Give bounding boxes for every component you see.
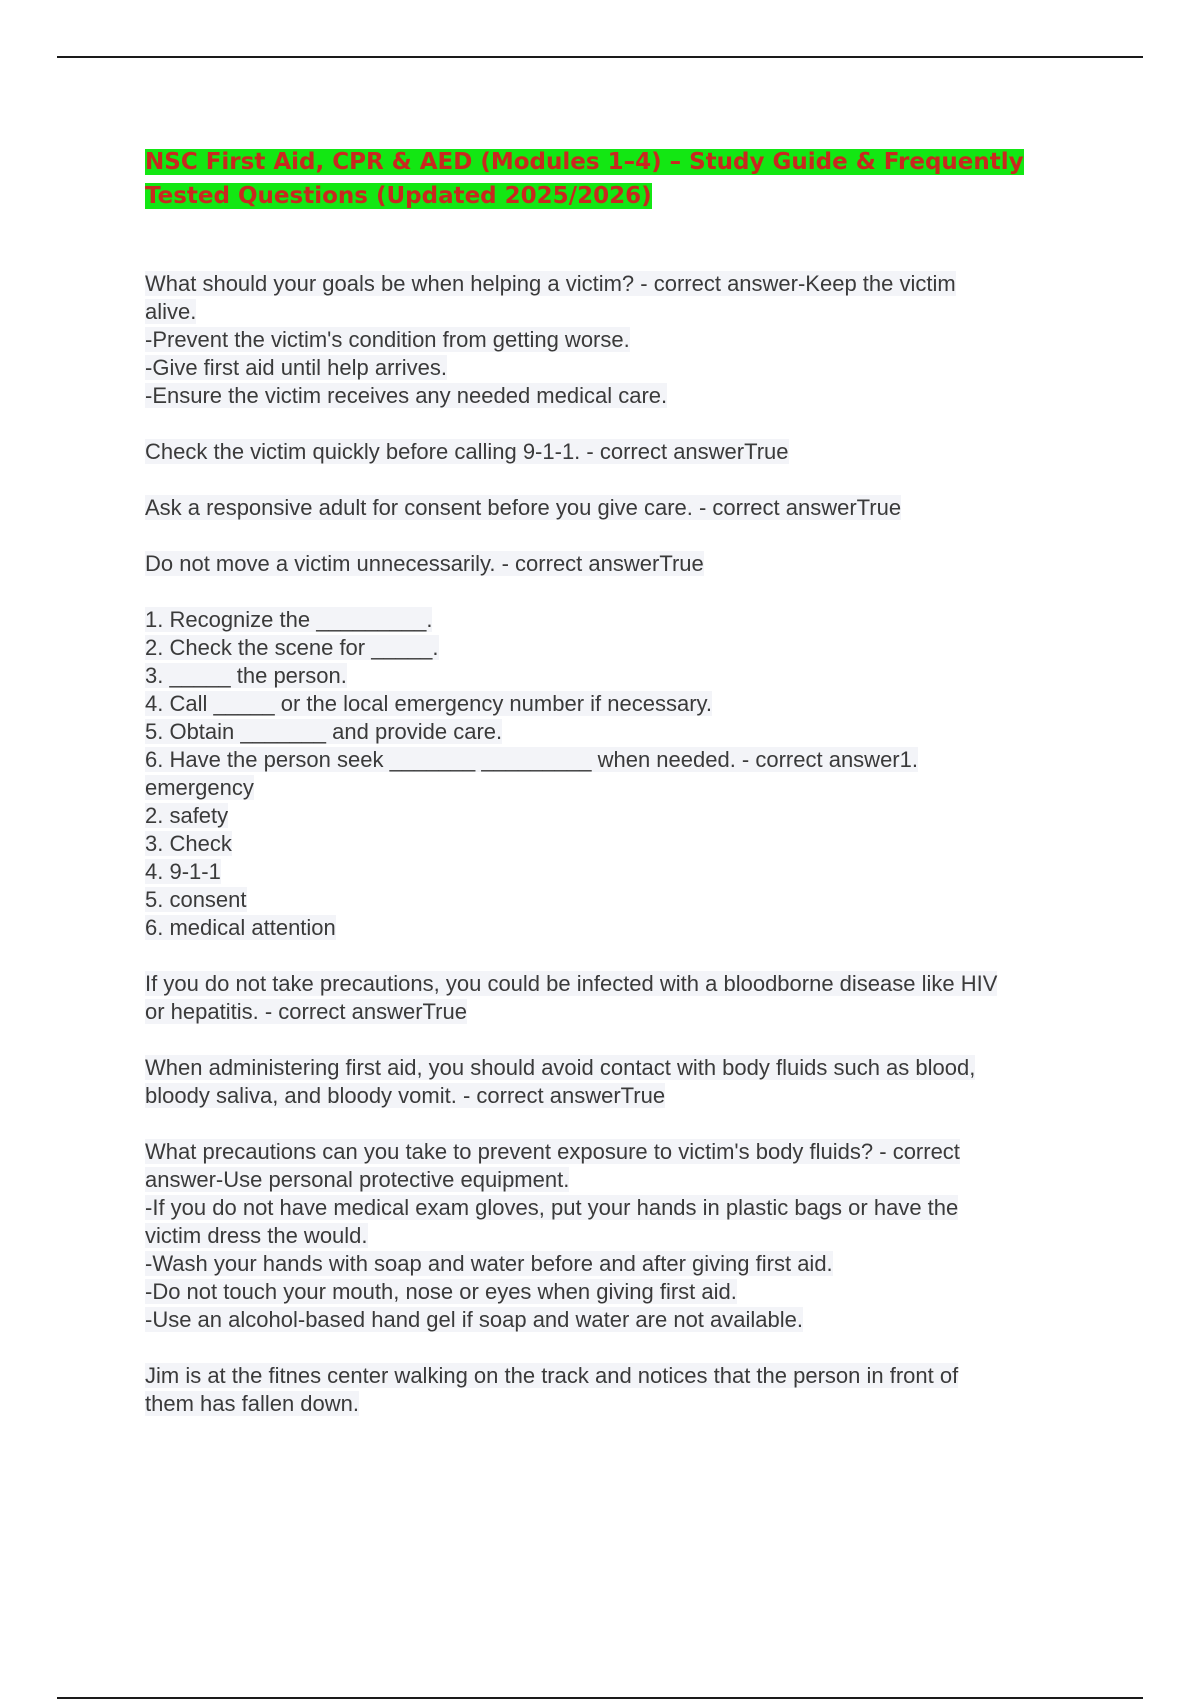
text-line: [145, 382, 1095, 410]
text-line: [145, 1166, 1095, 1194]
line-text: Do not move a victim unnecessarily. - correct answerTrue: [145, 551, 704, 576]
text-line: [145, 1250, 1095, 1278]
line-text: What precautions can you take to prevent exposure to victim's body fluids? - correct: [145, 1139, 960, 1164]
text-line: [145, 1138, 1095, 1166]
line-text: emergency: [145, 775, 254, 800]
line-text: 5. consent: [145, 887, 247, 912]
line-text: 5. Obtain _______ and provide care.: [145, 719, 503, 744]
line-text: When administering first aid, you should avoid contact with body fluids such as blood,: [145, 1055, 976, 1080]
qa-block: [145, 550, 1095, 578]
qa-block: [145, 970, 1095, 1026]
line-text: -Do not touch your mouth, nose or eyes when giving first aid.: [145, 1279, 737, 1304]
text-line: [145, 662, 1095, 690]
line-text: 6. Have the person seek _______ _________ when needed. - correct answer1.: [145, 747, 918, 772]
text-line: [145, 1222, 1095, 1250]
qa-block: [145, 1362, 1095, 1418]
line-text: 2. safety: [145, 803, 229, 828]
line-text: 1. Recognize the _________.: [145, 607, 433, 632]
text-line: [145, 1278, 1095, 1306]
text-line: [145, 970, 1095, 998]
line-text: Check the victim quickly before calling 9-1-1. - correct answerTrue: [145, 439, 789, 464]
line-text: -If you do not have medical exam gloves, put your hands in plastic bags or have the: [145, 1195, 959, 1220]
text-line: [145, 1362, 1095, 1390]
text-line: [145, 326, 1095, 354]
line-text: What should your goals be when helping a victim? - correct answer-Keep the victim: [145, 271, 956, 296]
qa-list: [145, 270, 1095, 1446]
line-text: -Ensure the victim receives any needed medical care.: [145, 383, 668, 408]
text-line: [145, 550, 1095, 578]
text-line: [145, 270, 1095, 298]
qa-block: [145, 606, 1095, 942]
line-text: 2. Check the scene for _____.: [145, 635, 439, 660]
text-line: [145, 774, 1095, 802]
text-line: [145, 1306, 1095, 1334]
text-line: [145, 1390, 1095, 1418]
line-text: bloody saliva, and bloody vomit. - correct answerTrue: [145, 1083, 666, 1108]
qa-block: [145, 438, 1095, 466]
text-line: [145, 746, 1095, 774]
bottom-rule: [57, 1697, 1143, 1699]
line-text: -Wash your hands with soap and water before and after giving first aid.: [145, 1251, 833, 1276]
line-text: -Use an alcohol-based hand gel if soap and water are not available.: [145, 1307, 803, 1332]
qa-block: [145, 494, 1095, 522]
text-line: [145, 802, 1095, 830]
line-text: 6. medical attention: [145, 915, 336, 940]
line-text: If you do not take precautions, you could be infected with a bloodborne disease like HIV: [145, 971, 998, 996]
line-text: 4. Call _____ or the local emergency number if necessary.: [145, 691, 712, 716]
line-text: Ask a responsive adult for consent before you give care. - correct answerTrue: [145, 495, 902, 520]
text-line: [145, 718, 1095, 746]
qa-block: [145, 1054, 1095, 1110]
qa-block: [145, 1138, 1095, 1334]
title-highlight: NSC First Aid, CPR & AED (Modules 1–4) – Study Guide & Frequently Tested Questions (Updated 2025/2026): [145, 149, 1024, 209]
line-text: 4. 9-1-1: [145, 859, 221, 884]
line-text: -Give first aid until help arrives.: [145, 355, 447, 380]
line-text: answer-Use personal protective equipment.: [145, 1167, 570, 1192]
text-line: [145, 998, 1095, 1026]
text-line: [145, 1194, 1095, 1222]
text-line: [145, 494, 1095, 522]
line-text: alive.: [145, 299, 197, 324]
text-line: [145, 690, 1095, 718]
top-rule: [57, 56, 1143, 58]
line-text: or hepatitis. - correct answerTrue: [145, 999, 467, 1024]
text-line: [145, 830, 1095, 858]
text-line: [145, 858, 1095, 886]
line-text: Jim is at the fitnes center walking on the track and notices that the person in front of: [145, 1363, 959, 1388]
line-text: 3. _____ the person.: [145, 663, 347, 688]
text-line: [145, 298, 1095, 326]
line-text: 3. Check: [145, 831, 232, 856]
text-line: [145, 886, 1095, 914]
line-text: them has fallen down.: [145, 1391, 360, 1416]
page-title: [145, 145, 1045, 213]
line-text: victim dress the would.: [145, 1223, 368, 1248]
text-line: [145, 1082, 1095, 1110]
text-line: [145, 438, 1095, 466]
line-text: -Prevent the victim's condition from getting worse.: [145, 327, 630, 352]
text-line: [145, 354, 1095, 382]
text-line: [145, 1054, 1095, 1082]
text-line: [145, 634, 1095, 662]
text-line: [145, 606, 1095, 634]
text-line: [145, 914, 1095, 942]
qa-block: [145, 270, 1095, 410]
